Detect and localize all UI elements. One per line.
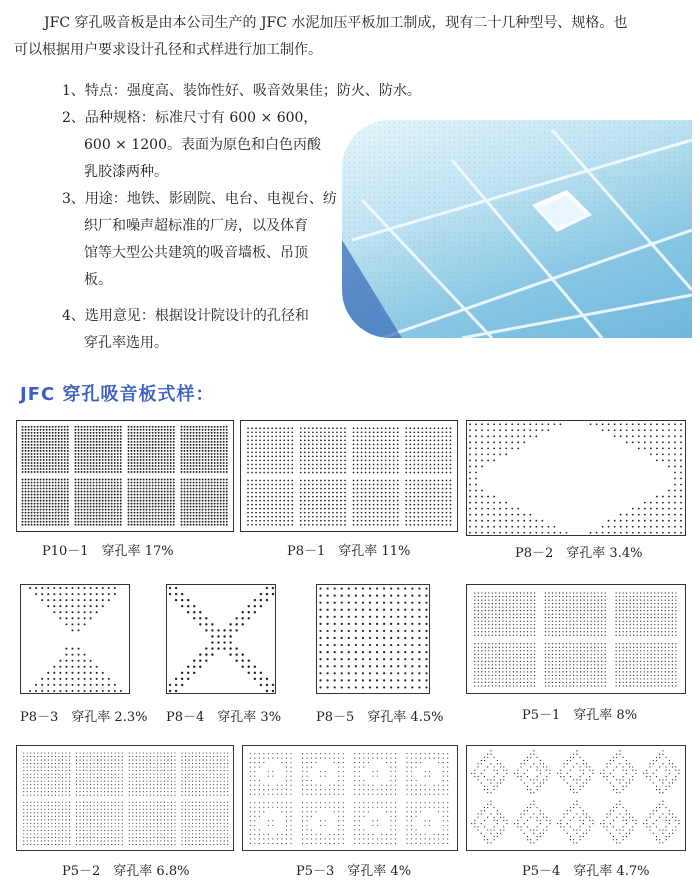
feature-1: 1、特点：强度高、装饰性好、吸音效果佳；防火、防水。	[62, 83, 421, 99]
feature-4-line-b: 穿孔率选用。	[84, 335, 168, 351]
perforation-pattern	[467, 746, 685, 850]
intro-line-1: JFC 穿孔吸音板是由本公司生产的 JFC 水泥加压平板加工制成，现有二十几种型号、规格。也	[44, 15, 628, 31]
ceiling-photo	[342, 120, 692, 338]
feature-4	[62, 303, 309, 357]
sample-panel-p5-2	[16, 745, 234, 851]
sample-caption-p10-1: P10－1 穿孔率 17%	[42, 544, 174, 559]
sample-panel-p5-1	[466, 584, 686, 694]
intro-line-2: 可以根据用户要求设计孔径和式样进行加工制作。	[14, 42, 322, 58]
perforation-pattern	[467, 585, 685, 693]
perforation-pattern	[317, 585, 429, 693]
sample-caption-p5-1: P5－1 穿孔率 8%	[522, 708, 638, 723]
intro-paragraph	[14, 10, 694, 64]
sample-panel-p10-1	[16, 420, 234, 532]
sample-panel-p8-4	[166, 584, 276, 694]
feature-3-line-a: 3、用途：地铁、影剧院、电台、电视台、纺	[62, 191, 337, 207]
sample-caption-p8-4: P8－4 穿孔率 3%	[166, 710, 282, 725]
perforation-pattern	[17, 746, 233, 850]
sample-caption-p5-2: P5－2 穿孔率 6.8%	[62, 864, 190, 879]
sample-caption-p8-1: P8－1 穿孔率 11%	[287, 544, 411, 559]
perforation-pattern	[167, 585, 275, 693]
feature-4-line-a: 4、选用意见：根据设计院设计的孔径和	[62, 308, 309, 324]
sample-caption-p5-4: P5－4 穿孔率 4.7%	[522, 864, 650, 879]
sample-panel-p5-3	[242, 745, 458, 851]
sample-panel-p5-4	[466, 745, 686, 851]
sample-panel-p8-1	[240, 420, 458, 532]
feature-3-line-d: 板。	[84, 272, 112, 288]
section-title: JFC 穿孔吸音板式样：	[20, 384, 215, 405]
sample-caption-p8-3: P8－3 穿孔率 2.3%	[20, 710, 148, 725]
feature-3-line-c: 馆等大型公共建筑的吸音墙板、吊顶	[84, 245, 308, 261]
perforation-pattern	[21, 585, 129, 693]
feature-2-line-b: 600 × 1200。表面为原色和白色丙酸	[84, 137, 321, 153]
ceiling-grid-illustration	[342, 120, 692, 338]
perforation-pattern	[241, 421, 457, 531]
feature-2-line-a: 2、品种规格：标准尺寸有 600 × 600，	[62, 110, 318, 126]
feature-3-line-b: 织厂和噪声超标准的厂房，以及体育	[84, 218, 308, 234]
feature-3	[62, 186, 337, 294]
sample-caption-p8-5: P8－5 穿孔率 4.5%	[316, 710, 444, 725]
sample-caption-p8-2: P8－2 穿孔率 3.4%	[515, 546, 643, 561]
sample-panel-p8-2	[466, 420, 686, 536]
perforation-pattern	[467, 421, 685, 535]
perforation-pattern	[243, 746, 457, 850]
feature-2	[62, 105, 321, 186]
sample-caption-p5-3: P5－3 穿孔率 4%	[296, 864, 412, 879]
sample-panel-p8-3	[20, 584, 130, 694]
sample-panel-p8-5	[316, 584, 430, 694]
perforation-pattern	[17, 421, 233, 531]
feature-2-line-c: 乳胶漆两种。	[84, 164, 168, 180]
